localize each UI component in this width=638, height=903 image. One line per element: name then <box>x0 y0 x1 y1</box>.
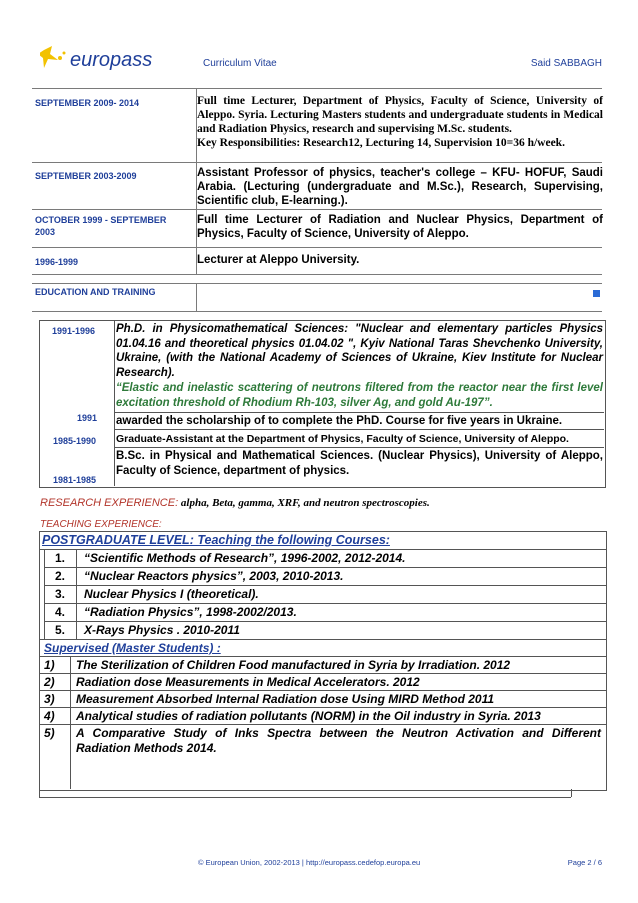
supervised-item: Analytical studies of radiation pollutants (NORM) in the Oil industry in Syria. 2013 <box>76 709 541 723</box>
teaching-label: TEACHING EXPERIENCE: <box>40 519 162 530</box>
edu-ga-period: 1985-1990 <box>53 436 97 446</box>
europass-star-icon <box>40 46 66 68</box>
work-text-3: Full time Lecturer of Radiation and Nuclear Physics, Department of Physics, Faculty of Science, University of Aleppo. <box>197 214 603 240</box>
supervised-number: 1) <box>44 658 55 672</box>
course-item: “Radiation Physics”, 1998-2002/2013. <box>84 605 297 619</box>
doc-title: Curriculum Vitae <box>203 58 277 69</box>
edu-ga-text: Graduate-Assistant at the Department of Physics, Faculty of Science, University of Aleppo. <box>116 433 569 445</box>
supervised-number: 4) <box>44 709 55 723</box>
work-period-1: SEPTEMBER 2009- 2014 <box>35 98 140 108</box>
footer-page-number: Page 2 / 6 <box>567 858 602 867</box>
course-item: Nuclear Physics I (theoretical). <box>84 587 259 601</box>
edu-schol-period: 1991 <box>77 413 98 423</box>
work-text-4: Lecturer at Aleppo University. <box>197 254 360 266</box>
edu-phd-thesis: “Elastic and inelastic scattering of neutrons filtered from the reactor near the first level excitation threshold of Rhodium Rh-103, silver Ag, and gold Au-197”. <box>116 382 603 409</box>
work-period-3: OCTOBER 1999 - SEPTEMBER 2003 <box>35 215 167 237</box>
section-marker <box>593 290 600 297</box>
supervised-heading: Supervised (Master Students) : <box>44 641 221 655</box>
work-period-4: 1996-1999 <box>35 257 79 267</box>
edu-schol-text: awarded the scholarship of to complete the PhD. Course for five years in Ukraine. <box>116 415 563 427</box>
footer-copyright: © European Union, 2002-2013 | http://europass.cedefop.europa.eu <box>198 858 421 867</box>
course-item: “Nuclear Reactors physics”, 2003, 2010-2013. <box>84 569 344 583</box>
work-period-2: SEPTEMBER 2003-2009 <box>35 171 137 181</box>
course-item: X-Rays Physics . 2010-2011 <box>84 623 240 637</box>
edu-phd-period: 1991-1996 <box>52 326 96 336</box>
work-text-1: Full time Lecturer, Department of Physics, Faculty of Science, University of Aleppo. Syria. Lecturing Masters students and undergraduate students in Medical and Radiation Physics, research and supervising M.Sc. students. Key Responsibilities: Research12, Lecturing 14, Supervision 10=36 h/week. <box>197 95 603 149</box>
supervised-item: A Comparative Study of Inks Spectra between the Neutron Activation and Different Radiation Methods 2014. <box>76 726 601 755</box>
postgrad-heading: POSTGRADUATE LEVEL: Teaching the following Courses: <box>42 533 390 547</box>
course-number: 4. <box>54 605 65 619</box>
course-number: 1. <box>54 551 65 565</box>
person-name: Said SABBAGH <box>530 58 602 69</box>
education-label: EDUCATION AND TRAINING <box>35 287 156 297</box>
supervised-item: The Sterilization of Children Food manufactured in Syria by Irradiation. 2012 <box>76 658 511 672</box>
supervised-item: Measurement Absorbed Internal Radiation dose Using MIRD Method 2011 <box>76 692 495 706</box>
course-item: “Scientific Methods of Research”, 1996-2002, 2012-2014. <box>84 551 406 565</box>
supervised-number: 2) <box>44 675 55 689</box>
supervised-number: 3) <box>44 692 55 706</box>
work-text-2: Assistant Professor of physics, teacher's college – KFU- HOFUF, Saudi Arabia. (Lecturing (undergraduate and M.Sc.), Research, Supervising, Scientific club, E-learning.). <box>197 167 603 207</box>
research-label: RESEARCH EXPERIENCE: <box>40 497 179 509</box>
course-number: 3. <box>54 587 65 601</box>
europass-logo-text: europass <box>70 49 153 71</box>
course-number: 5. <box>54 623 65 637</box>
supervised-number: 5) <box>44 726 55 740</box>
research-line <box>40 497 430 509</box>
course-number: 2. <box>54 569 65 583</box>
edu-phd-text: Ph.D. in Physicomathematical Sciences: "Nuclear and elementary particles Physics 01.04.16 and theoretical physics 01.04.02 ", Kyiv National Taras Shevchenko University, Ukraine, (with the National Academy of Sciences of Ukraine, Kiev Institute for Nuclear Research). <box>116 323 603 379</box>
edu-bsc-period: 1981-1985 <box>53 475 97 485</box>
supervised-item: Radiation dose Measurements in Medical Accelerators. 2012 <box>76 675 420 689</box>
research-text: alpha, Beta, gamma, XRF, and neutron spectroscopies. <box>178 497 430 509</box>
edu-bsc-text: B.Sc. in Physical and Mathematical Sciences. (Nuclear Physics), University of Aleppo, Faculty of Science, department of physics. <box>116 450 603 477</box>
